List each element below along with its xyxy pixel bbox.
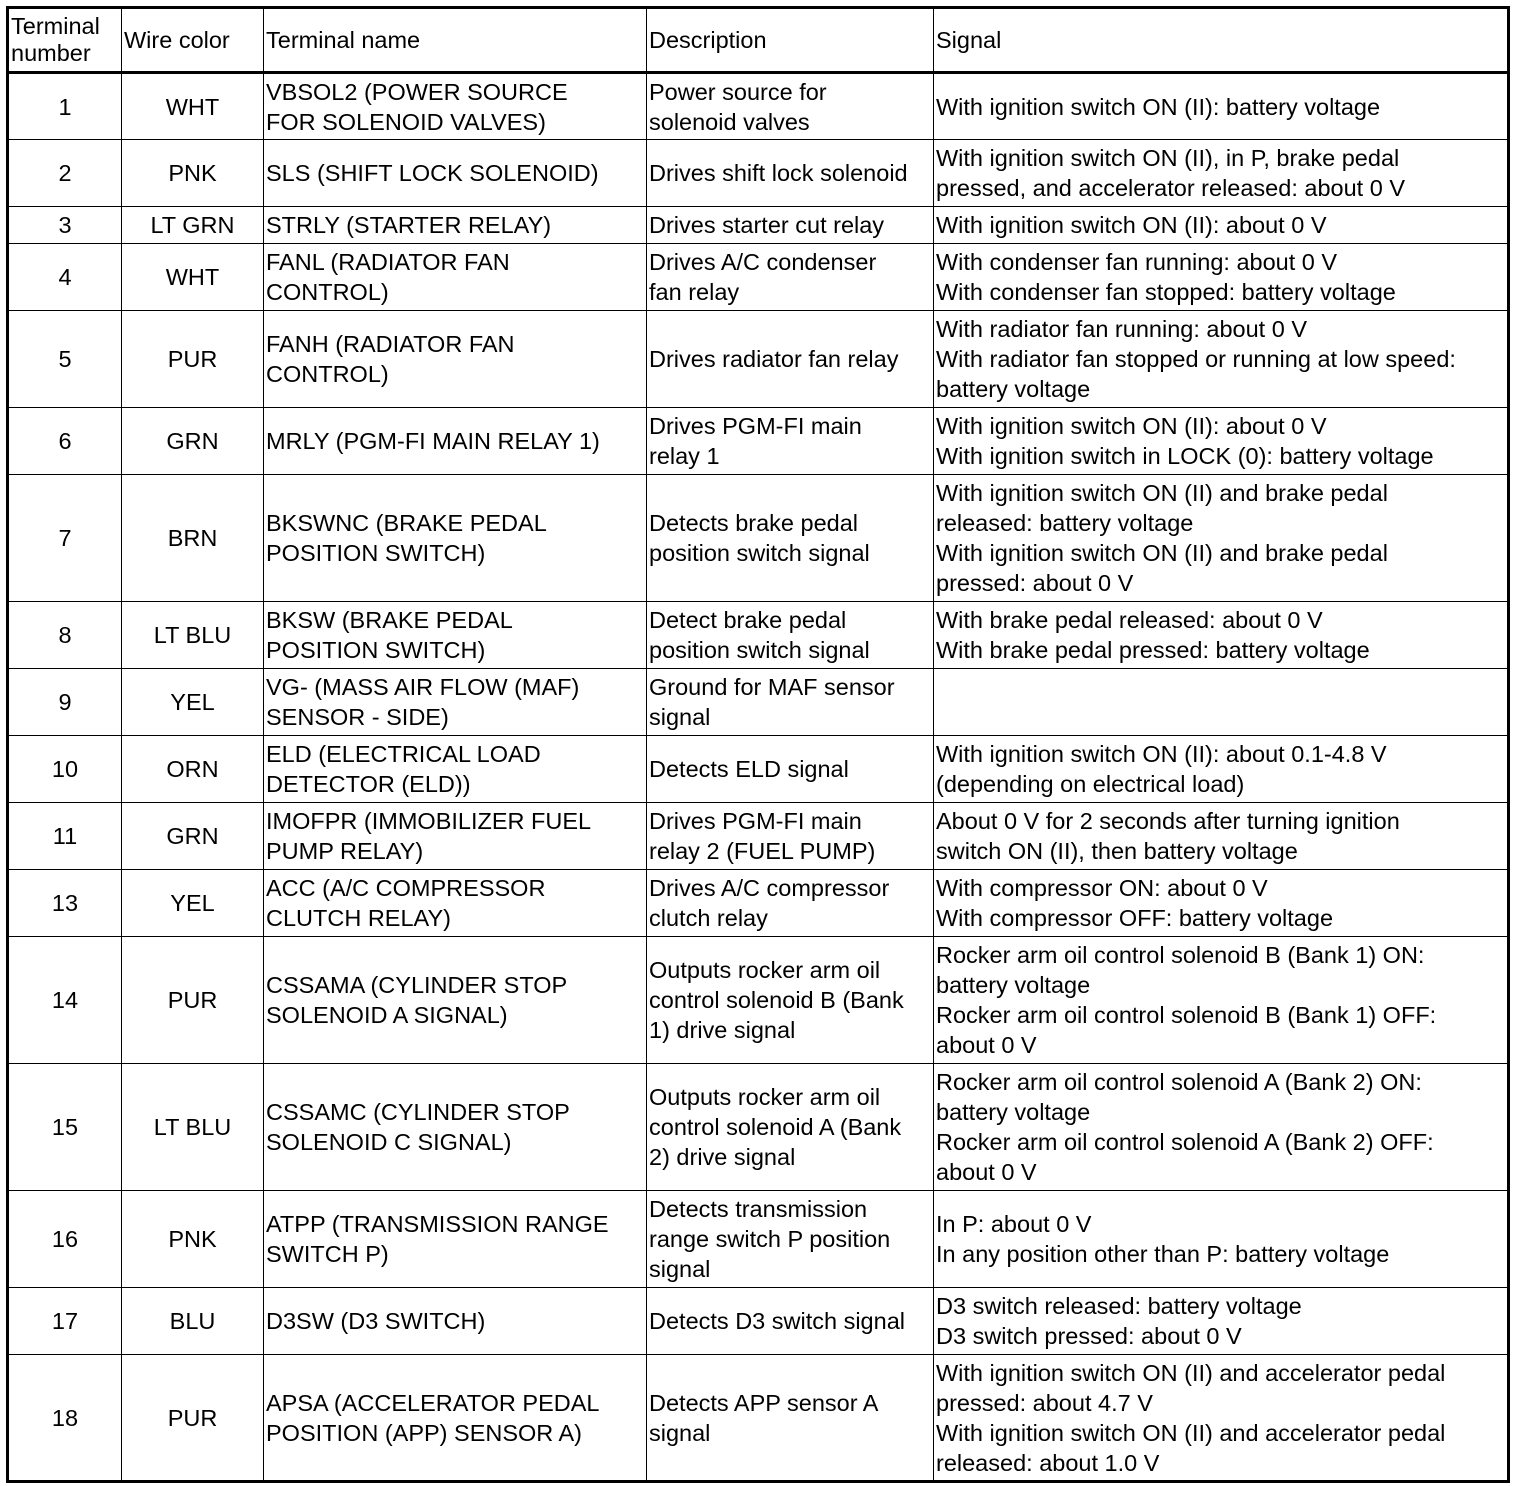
- header-wire-color: Wire color: [122, 8, 264, 73]
- terminal-number-cell: 5: [8, 311, 122, 408]
- description-cell: Drives A/C compressor clutch relay: [647, 870, 934, 937]
- terminal-number-cell: 15: [8, 1064, 122, 1191]
- wire-color-cell: PUR: [122, 1355, 264, 1482]
- header-row: [8, 8, 1509, 73]
- table-row: [8, 937, 1509, 1064]
- signal-cell: Rocker arm oil control solenoid A (Bank 2) ON: battery voltage Rocker arm oil control solenoid A (Bank 2) OFF: about 0 V: [934, 1064, 1509, 1191]
- wire-color-cell: BRN: [122, 475, 264, 602]
- description-cell: Detects D3 switch signal: [647, 1288, 934, 1355]
- terminal-name-cell: MRLY (PGM-FI MAIN RELAY 1): [264, 408, 647, 475]
- terminal-number-cell: 2: [8, 140, 122, 207]
- terminal-number-cell: 7: [8, 475, 122, 602]
- terminal-number-cell: 6: [8, 408, 122, 475]
- signal-cell: Rocker arm oil control solenoid B (Bank 1) ON: battery voltage Rocker arm oil control solenoid B (Bank 1) OFF: about 0 V: [934, 937, 1509, 1064]
- table-row: [8, 1191, 1509, 1288]
- description-cell: Detects APP sensor A signal: [647, 1355, 934, 1482]
- terminal-name-cell: STRLY (STARTER RELAY): [264, 207, 647, 244]
- table-row: [8, 1064, 1509, 1191]
- table-row: [8, 1288, 1509, 1355]
- table-body: [8, 73, 1509, 1482]
- wire-color-cell: GRN: [122, 408, 264, 475]
- table-row: [8, 408, 1509, 475]
- signal-cell: With compressor ON: about 0 V With compressor OFF: battery voltage: [934, 870, 1509, 937]
- signal-cell: With ignition switch ON (II): about 0 V: [934, 207, 1509, 244]
- table-row: [8, 140, 1509, 207]
- terminal-name-cell: CSSAMA (CYLINDER STOP SOLENOID A SIGNAL): [264, 937, 647, 1064]
- wire-color-cell: BLU: [122, 1288, 264, 1355]
- terminal-name-cell: SLS (SHIFT LOCK SOLENOID): [264, 140, 647, 207]
- terminal-number-cell: 13: [8, 870, 122, 937]
- signal-cell: [934, 669, 1509, 736]
- terminal-name-cell: CSSAMC (CYLINDER STOP SOLENOID C SIGNAL): [264, 1064, 647, 1191]
- description-cell: Ground for MAF sensor signal: [647, 669, 934, 736]
- description-cell: Detects transmission range switch P position signal: [647, 1191, 934, 1288]
- table-row: [8, 244, 1509, 311]
- wire-color-cell: YEL: [122, 669, 264, 736]
- table-row: [8, 736, 1509, 803]
- terminal-number-cell: 8: [8, 602, 122, 669]
- description-cell: Detects ELD signal: [647, 736, 934, 803]
- signal-cell: With ignition switch ON (II) and accelerator pedal pressed: about 4.7 V With ignition switch ON (II) and accelerator pedal released: about 1.0 V: [934, 1355, 1509, 1482]
- terminal-name-cell: FANL (RADIATOR FAN CONTROL): [264, 244, 647, 311]
- description-cell: Drives shift lock solenoid: [647, 140, 934, 207]
- terminal-number-cell: 11: [8, 803, 122, 870]
- terminal-number-cell: 1: [8, 73, 122, 140]
- wire-color-cell: WHT: [122, 244, 264, 311]
- description-cell: Detects brake pedal position switch signal: [647, 475, 934, 602]
- table-row: [8, 870, 1509, 937]
- description-cell: Drives A/C condenser fan relay: [647, 244, 934, 311]
- terminal-name-cell: ELD (ELECTRICAL LOAD DETECTOR (ELD)): [264, 736, 647, 803]
- signal-cell: With condenser fan running: about 0 V With condenser fan stopped: battery voltage: [934, 244, 1509, 311]
- wire-color-cell: PNK: [122, 140, 264, 207]
- terminal-number-cell: 14: [8, 937, 122, 1064]
- terminal-number-cell: 18: [8, 1355, 122, 1482]
- signal-cell: With ignition switch ON (II): about 0.1-4.8 V (depending on electrical load): [934, 736, 1509, 803]
- table-header: [8, 8, 1509, 73]
- signal-cell: With ignition switch ON (II): about 0 V With ignition switch in LOCK (0): battery voltage: [934, 408, 1509, 475]
- wire-color-cell: LT BLU: [122, 602, 264, 669]
- terminal-name-cell: IMOFPR (IMMOBILIZER FUEL PUMP RELAY): [264, 803, 647, 870]
- table-row: [8, 475, 1509, 602]
- terminal-name-cell: BKSW (BRAKE PEDAL POSITION SWITCH): [264, 602, 647, 669]
- wire-color-cell: GRN: [122, 803, 264, 870]
- description-cell: Drives starter cut relay: [647, 207, 934, 244]
- description-cell: Drives PGM-FI main relay 2 (FUEL PUMP): [647, 803, 934, 870]
- header-description: Description: [647, 8, 934, 73]
- terminal-name-cell: VBSOL2 (POWER SOURCE FOR SOLENOID VALVES): [264, 73, 647, 140]
- description-cell: Detect brake pedal position switch signal: [647, 602, 934, 669]
- signal-cell: With radiator fan running: about 0 V With radiator fan stopped or running at low speed: battery voltage: [934, 311, 1509, 408]
- terminal-number-cell: 17: [8, 1288, 122, 1355]
- signal-cell: With ignition switch ON (II) and brake pedal released: battery voltage With ignition switch ON (II) and brake pedal pressed: about 0 V: [934, 475, 1509, 602]
- description-cell: Outputs rocker arm oil control solenoid B (Bank 1) drive signal: [647, 937, 934, 1064]
- terminal-name-cell: ATPP (TRANSMISSION RANGE SWITCH P): [264, 1191, 647, 1288]
- wire-color-cell: ORN: [122, 736, 264, 803]
- wire-color-cell: YEL: [122, 870, 264, 937]
- table-row: [8, 311, 1509, 408]
- table-row: [8, 207, 1509, 244]
- terminal-name-cell: VG- (MASS AIR FLOW (MAF) SENSOR - SIDE): [264, 669, 647, 736]
- table-row: [8, 602, 1509, 669]
- terminal-name-cell: APSA (ACCELERATOR PEDAL POSITION (APP) SENSOR A): [264, 1355, 647, 1482]
- terminal-number-cell: 9: [8, 669, 122, 736]
- signal-cell: With ignition switch ON (II): battery voltage: [934, 73, 1509, 140]
- wire-color-cell: LT GRN: [122, 207, 264, 244]
- signal-cell: About 0 V for 2 seconds after turning ignition switch ON (II), then battery voltage: [934, 803, 1509, 870]
- description-cell: Outputs rocker arm oil control solenoid A (Bank 2) drive signal: [647, 1064, 934, 1191]
- wire-color-cell: LT BLU: [122, 1064, 264, 1191]
- terminal-number-cell: 10: [8, 736, 122, 803]
- wire-color-cell: PNK: [122, 1191, 264, 1288]
- signal-cell: With ignition switch ON (II), in P, brake pedal pressed, and accelerator released: about 0 V: [934, 140, 1509, 207]
- terminal-table: [6, 6, 1510, 1483]
- terminal-number-cell: 16: [8, 1191, 122, 1288]
- terminal-name-cell: ACC (A/C COMPRESSOR CLUTCH RELAY): [264, 870, 647, 937]
- signal-cell: D3 switch released: battery voltage D3 switch pressed: about 0 V: [934, 1288, 1509, 1355]
- description-cell: Drives radiator fan relay: [647, 311, 934, 408]
- signal-cell: With brake pedal released: about 0 V With brake pedal pressed: battery voltage: [934, 602, 1509, 669]
- wire-color-cell: PUR: [122, 311, 264, 408]
- header-terminal-number: Terminal number: [8, 8, 122, 73]
- terminal-name-cell: FANH (RADIATOR FAN CONTROL): [264, 311, 647, 408]
- table-row: [8, 73, 1509, 140]
- description-cell: Drives PGM-FI main relay 1: [647, 408, 934, 475]
- table-row: [8, 803, 1509, 870]
- wire-color-cell: PUR: [122, 937, 264, 1064]
- terminal-number-cell: 3: [8, 207, 122, 244]
- terminal-name-cell: BKSWNC (BRAKE PEDAL POSITION SWITCH): [264, 475, 647, 602]
- header-terminal-name: Terminal name: [264, 8, 647, 73]
- wire-color-cell: WHT: [122, 73, 264, 140]
- description-cell: Power source for solenoid valves: [647, 73, 934, 140]
- table-row: [8, 1355, 1509, 1482]
- signal-cell: In P: about 0 V In any position other than P: battery voltage: [934, 1191, 1509, 1288]
- terminal-number-cell: 4: [8, 244, 122, 311]
- header-signal: Signal: [934, 8, 1509, 73]
- terminal-name-cell: D3SW (D3 SWITCH): [264, 1288, 647, 1355]
- table-row: [8, 669, 1509, 736]
